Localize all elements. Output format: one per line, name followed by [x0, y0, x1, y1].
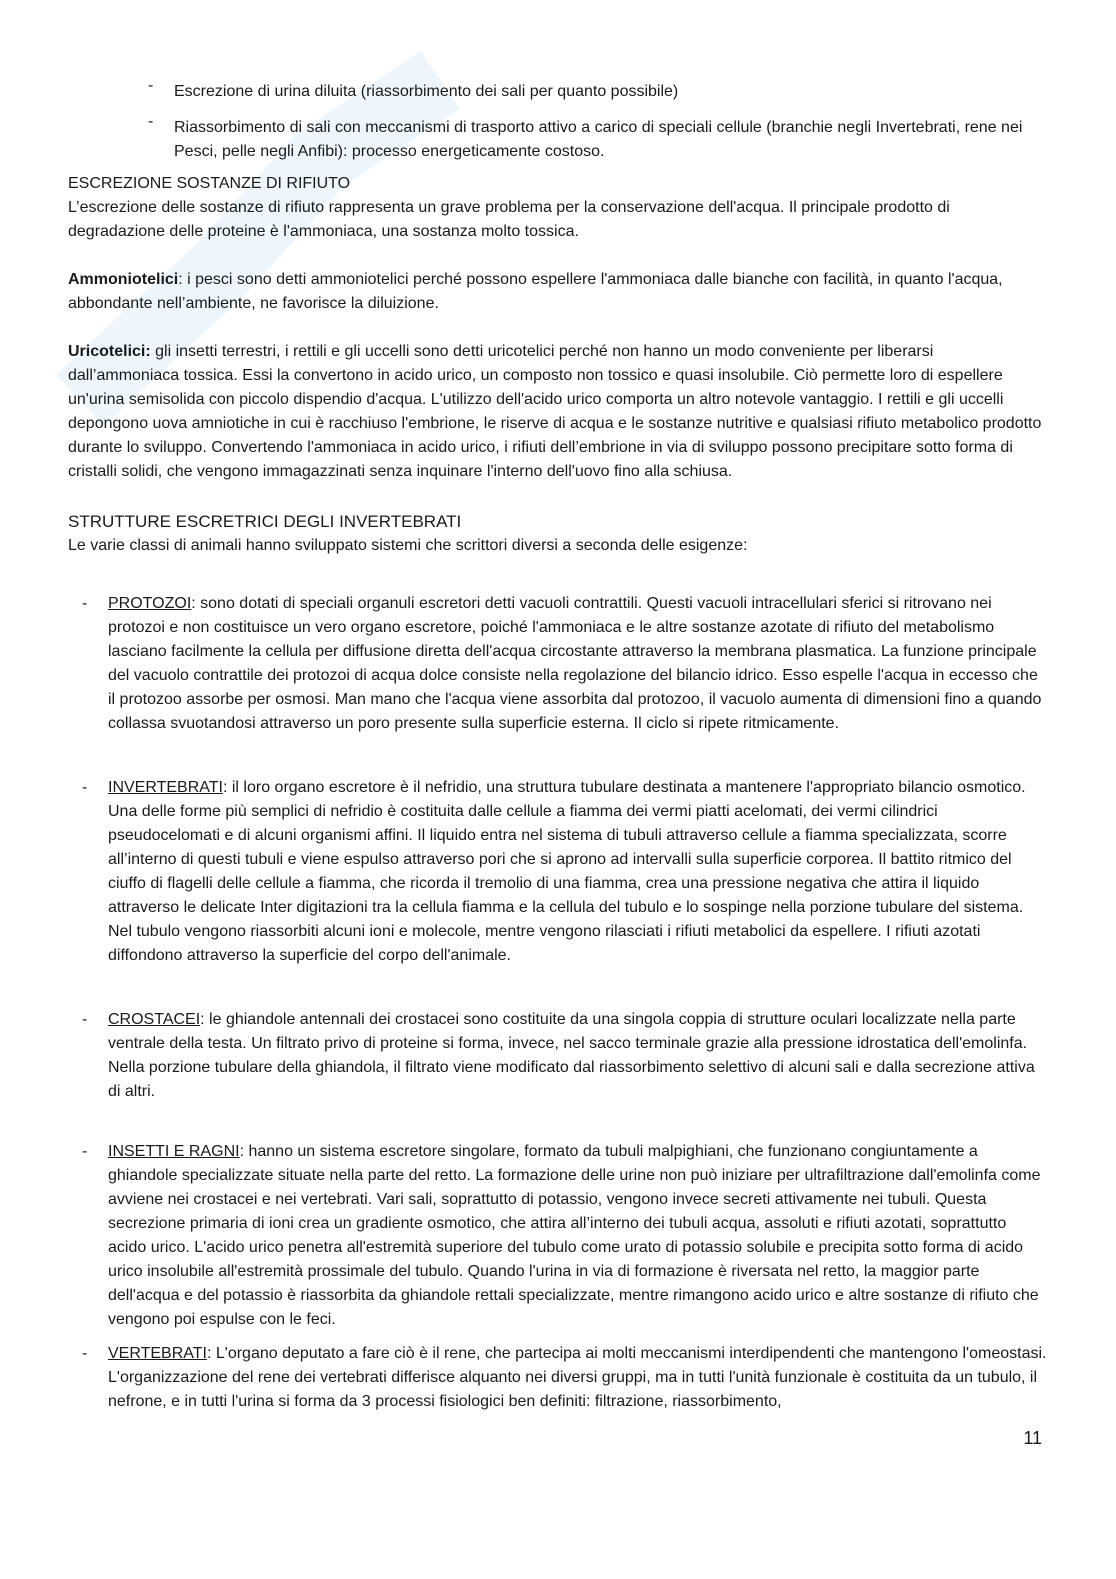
dash-bullet-icon: -	[82, 1011, 88, 1028]
list-item	[68, 1140, 1048, 1332]
term: INVERTEBRATI	[108, 779, 223, 796]
dash-bullet-icon: -	[82, 1143, 88, 1160]
dash-bullet-icon: -	[82, 595, 88, 612]
paragraph	[68, 340, 1048, 484]
page-number: 11	[1023, 1428, 1042, 1448]
term: Ammoniotelici	[68, 271, 179, 288]
list-item	[68, 776, 1048, 968]
term: Uricotelici:	[68, 343, 151, 360]
list-item	[148, 113, 1048, 164]
list-item-text	[108, 1140, 1048, 1332]
dash-bullet-icon: -	[148, 113, 154, 130]
list-item-text	[108, 592, 1048, 736]
term: CROSTACEI	[108, 1011, 201, 1028]
paragraph: Le varie classi di animali hanno sviluppato sistemi che scrittori diversi a seconda delle esigenze:	[68, 537, 748, 554]
dash-bullet-icon: -	[82, 1345, 88, 1362]
list-item-text	[108, 776, 1048, 968]
dash-bullet-icon: -	[148, 77, 154, 94]
list-item-text	[108, 1342, 1048, 1414]
term-text: : hanno un sistema escretore singolare, formato da tubuli malpighiani, che funzionano congiuntamente a ghiandole specializzate situate nella parte del retto. La formazione delle urine non può iniziare per ultrafiltrazione dall'emolinfa come avviene nei crostacei e nei vertebrati. Vari sali, soprattutto di potassio, vengono invece secreti attivamente nei tubuli. Questa secrezione primaria di ioni crea un gradiente osmotico, che attira all’interno dei tubuli acqua, assoluti e rifiuti azotati, soprattutto acido urico. L'acido urico penetra all'estremità superiore del tubulo come urato di potassio solubile e precipita sotto forma di acido urico insolubile all'estremità prossimale del tubulo. Quando l'urina in via di formazione è riversata nel retto, la maggior parte dell'acqua e del potassio è riassorbita da ghiandole rettali specializzate, mentre rimangono acido urico e altre sostanze di rifiuto che vengono poi espulse con le feci.	[108, 1143, 1041, 1328]
paragraph: L’escrezione delle sostanze di rifiuto rappresenta un grave problema per la conservazione dell'acqua. Il principale prodotto di degradazione delle proteine è l'ammoniaca, una sostanza molto tossica.	[68, 199, 950, 240]
list-item-text: Riassorbimento di sali con meccanismi di trasporto attivo a carico di speciali cellule (branchie negli Invertebrati, rene nei Pesci, pelle negli Anfibi): processo energeticamente costoso.	[174, 119, 1023, 160]
list-item-text	[108, 1008, 1048, 1104]
top-bullet-list	[148, 77, 1048, 164]
page-content	[68, 77, 1048, 1414]
term-text: : sono dotati di speciali organuli escretori detti vacuoli contrattili. Questi vacuoli intracellulari sferici si ritrovano nei protozoi e non costituisce un vero organo escretore, poiché l'ammoniaca e le altre sostanze azotate di rifiuto del metabolismo lasciano facilmente la cellula per diffusione diretta dell'acqua circostante attraverso la membrana plasmatica. La funzione principale del vacuolo contrattile dei protozoi di acqua dolce consiste nella regolazione del bilancio idrico. Esso espelle l'acqua in eccesso che il protozoo assorbe per osmosi. Man mano che l'acqua viene assorbita dal protozoo, il vacuolo aumenta di dimensioni fino a quando collassa svuotandosi attraverso un poro presente sulla superficie esterna. Il ciclo si ripete ritmicamente.	[108, 595, 1042, 732]
term-text: gli insetti terrestri, i rettili e gli uccelli sono detti uricotelici perché non hanno un modo conveniente per liberarsi dall’ammoniaca tossica. Essi la convertono in acido urico, un composto non tossico e quasi insolubile. Ciò permette loro di espellere un'urina semisolida con piccolo dispendio d'acqua. L'utilizzo dell'acido urico comporta un altro notevole vantaggio. I rettili e gli uccelli depongono uova amniotiche in cui è racchiuso l'embrione, le riserve di acqua e le sostanze nutritive e qualsiasi rifiuto metabolico prodotto durante lo sviluppo. Convertendo l'ammoniaca in acido urico, i rifiuti dell’embrione in via di sviluppo possono precipitare sotto forma di cristalli solidi, che vengono immagazzinati senza inquinare l'interno dell'uovo fino alla schiusa.	[68, 343, 1042, 480]
section-heading: STRUTTURE ESCRETRICI DEGLI INVERTEBRATI	[68, 512, 462, 531]
list-item	[68, 592, 1048, 736]
list-item	[68, 1008, 1048, 1104]
dash-bullet-icon: -	[82, 779, 88, 796]
term-text: : le ghiandole antennali dei crostacei sono costituite da una singola coppia di strutture oculari localizzate nella parte ventrale della testa. Un filtrato privo di proteine si forma, invece, nel sacco terminale grazie alla pressione idrostatica dell'emolinfa. Nella porzione tubulare della ghiandola, il filtrato viene modificato dal riassorbimento selettivo di alcuni sali e dalla secrezione attiva di altri.	[108, 1011, 1035, 1100]
list-item	[68, 1342, 1048, 1414]
term-text: : i pesci sono detti ammoniotelici perché possono espellere l'ammoniaca dalle bianche con facilità, in quanto l'acqua, abbondante nell’ambiente, ne favorisce la diluizione.	[68, 271, 1003, 312]
section-heading: ESCREZIONE SOSTANZE DI RIFIUTO	[68, 175, 351, 192]
term: VERTEBRATI	[108, 1345, 207, 1362]
organism-list	[68, 592, 1048, 1414]
list-item	[148, 77, 1048, 104]
list-item-text: Escrezione di urina diluita (riassorbimento dei sali per quanto possibile)	[174, 83, 679, 100]
term: INSETTI E RAGNI	[108, 1143, 240, 1160]
term-text: : il loro organo escretore è il nefridio, una struttura tubulare destinata a mantenere l'appropriato bilancio osmotico. Una delle forme più semplici di nefridio è costituita dalle cellule a fiamma dei vermi piatti acelomati, dei vermi cilindrici pseudocelomati e di alcuni organismi affini. Il liquido entra nel sistema di tubuli attraverso cellule a fiamma specializzata, scorre all’interno di questi tubuli e viene espulso attraverso pori che si aprono ad intervalli sulla superficie corporea. Il battito ritmico del ciuffo di flagelli delle cellule a fiamma, che ricorda il tremolio di una fiamma, crea una pressione negativa che attira il liquido attraverso le delicate Inter digitazioni tra la cellula fiamma e la cellula del tubulo e lo sospinge nella porzione tubulare del sistema. Nel tubulo vengono riassorbiti alcuni ioni e molecole, mentre vengono rilasciati i rifiuti metabolici da espellere. I rifiuti azotati diffondono attraverso la superficie del corpo dell'animale.	[108, 779, 1026, 964]
term-text: : L'organo deputato a fare ciò è il rene, che partecipa ai molti meccanismi interdipendenti che mantengono l'omeostasi. L'organizzazione del rene dei vertebrati differisce alquanto nei diversi gruppi, ma in tutti l'unità funzionale è costituita da un tubulo, il nefrone, e in tutti l'urina si forma da 3 processi fisiologici ben definiti: filtrazione, riassorbimento,	[108, 1345, 1047, 1410]
term: PROTOZOI	[108, 595, 192, 612]
paragraph	[68, 268, 1048, 316]
